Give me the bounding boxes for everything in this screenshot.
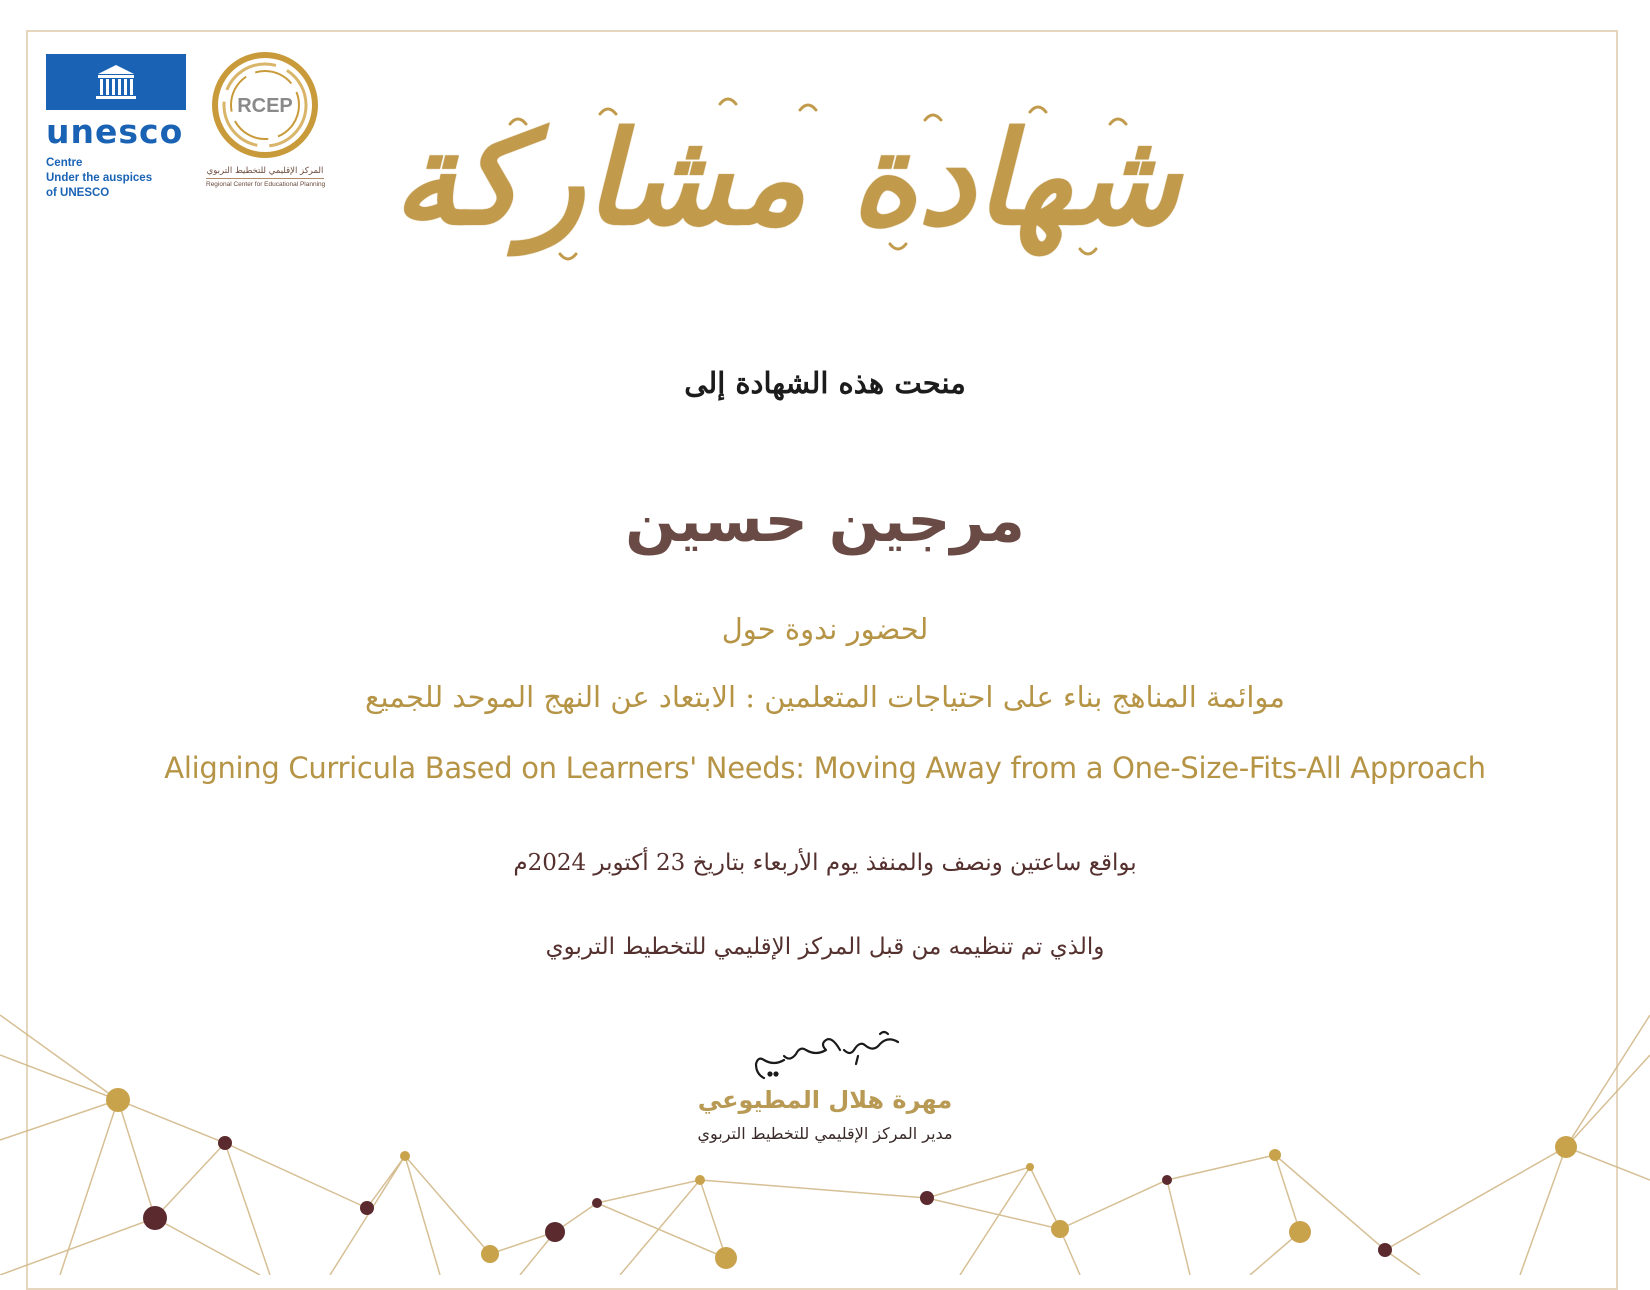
- rcep-mark: RCEP: [237, 95, 293, 117]
- rcep-name-en: Regional Center for Educational Planning: [206, 178, 324, 188]
- attend-line: لحضور ندوة حول: [721, 612, 929, 646]
- unesco-wordmark: unesco: [46, 112, 184, 151]
- unesco-logo: [46, 54, 191, 201]
- recipient-name: مرجين حسين: [625, 486, 1025, 556]
- topic-arabic: موائمة المناهج بناء على احتياجات المتعلمين : الابتعاد عن النهج الموحد للجميع: [365, 680, 1285, 714]
- rcep-name-ar: المركز الإقليمي للتخطيط التربوي: [206, 166, 324, 176]
- rcep-ring-icon: [210, 50, 320, 160]
- handwritten-signature: [740, 1020, 910, 1090]
- signer-name: مهرة هلال المطيوعي: [697, 1086, 953, 1114]
- topic-english: Aligning Curricula Based on Learners' Needs: Moving Away from a One-Size-Fits-All Approach: [164, 751, 1486, 785]
- organizer-line: والذي تم تنظيمه من قبل المركز الإقليمي للتخطيط التربوي: [545, 934, 1105, 960]
- signer-role: مدير المركز الإقليمي للتخطيط التربوي: [697, 1124, 953, 1143]
- certificate-title: شهادة مشاركة: [393, 104, 1180, 254]
- given-to-line: منحت هذه الشهادة إلى: [684, 366, 966, 400]
- unesco-subtitle: Centre Under the auspices of UNESCO: [46, 157, 153, 199]
- duration-line: بواقع ساعتين ونصف والمنفذ يوم الأربعاء بتاريخ 23 أكتوبر 2024م: [513, 850, 1137, 876]
- rcep-logo: [206, 50, 324, 188]
- unesco-temple-icon: [46, 54, 186, 110]
